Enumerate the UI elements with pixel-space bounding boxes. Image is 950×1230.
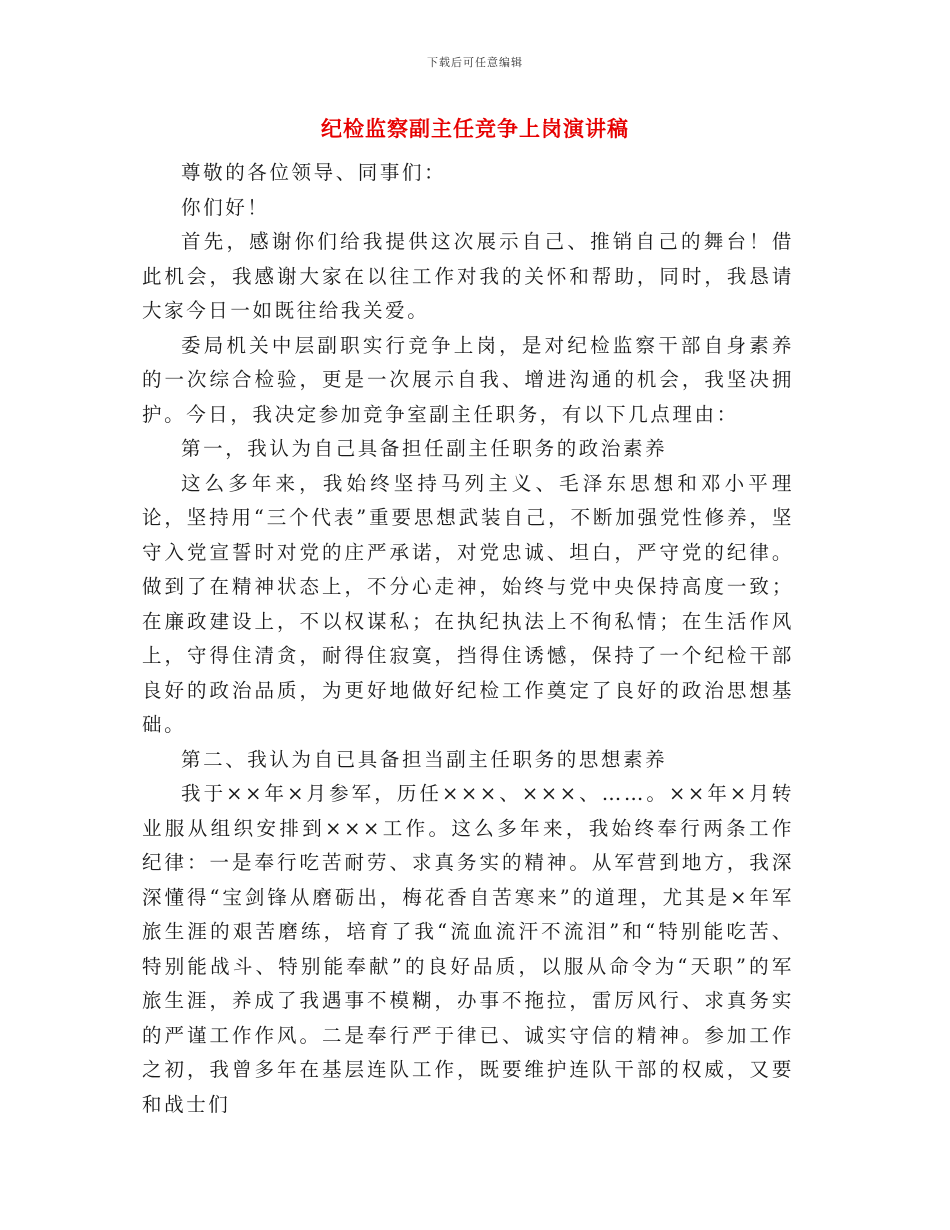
paragraph-salutation: 尊敬的各位领导、同事们： [181,161,447,184]
document-title: 纪检监察副主任竞争上岗演讲稿 [321,117,629,141]
paragraph: 首先，感谢你们给我提供这次展示自己、推销自己的舞台！借此机会，我感谢大家在以往工作对我的关怀和帮助，同时，我恳请大家今日一如既往给我关爱。 [142,230,794,322]
document-body [142,156,794,1122]
section-heading: 第二、我认为自已具备担当副主任职务的思想素养 [181,747,668,771]
paragraph: 我于××年×月参军，历任×××、×××、……。××年×月转业服从组织安排到×××工作。这么多年来，我始终奉行两条工作纪律：一是奉行吃苦耐劳、求真务实的精神。从军营到地方，我深深懂得“宝剑锋从磨砺出，梅花香自苦寒来”的道理，尤其是×年军旅生涯的艰苦磨练，培育了我“流血流汗不流泪”和“特别能吃苦、特别能战斗、特别能奉献”的良好品质，以服从命令为“天职”的军旅生涯，养成了我遇事不模糊，办事不拖拉，雷厉风行、求真务实的严谨工作作风。二是奉行严于律已、诚实守信的精神。参加工作之初，我曾多年在基层连队工作，既要维护连队干部的权威，又要和战士们 [142,782,794,1116]
paragraph: 委局机关中层副职实行竞争上岗，是对纪检监察干部自身素养的一次综合检验，更是一次展示自我、增进沟通的机会，我坚决拥护。今日，我决定参加竞争室副主任职务，有以下几点理由： [142,333,794,426]
paragraph: 这么多年来，我始终坚持马列主义、毛泽东思想和邓小平理论，坚持用“三个代表”重要思想武装自己，不断加强党性修养，坚守入党宣誓时对党的庄严承诺，对党忠诚、坦白，严守党的纪律。做到了在精神状态上，不分心走神，始终与党中央保持高度一致；在廉政建设上，不以权谋私；在执纪执法上不徇私情；在生活作风上，守得住清贪，耐得住寂寞，挡得住诱憾，保持了一个纪检干部良好的政治品质，为更好地做好纪检工作奠定了良好的政治思想基础。 [142,471,794,736]
paragraph-greeting: 你们好！ [181,195,270,219]
header-note: 下载后可任意编辑 [427,56,523,69]
section-heading: 第一，我认为自己具备担任副主任职务的政治素养 [181,437,668,460]
